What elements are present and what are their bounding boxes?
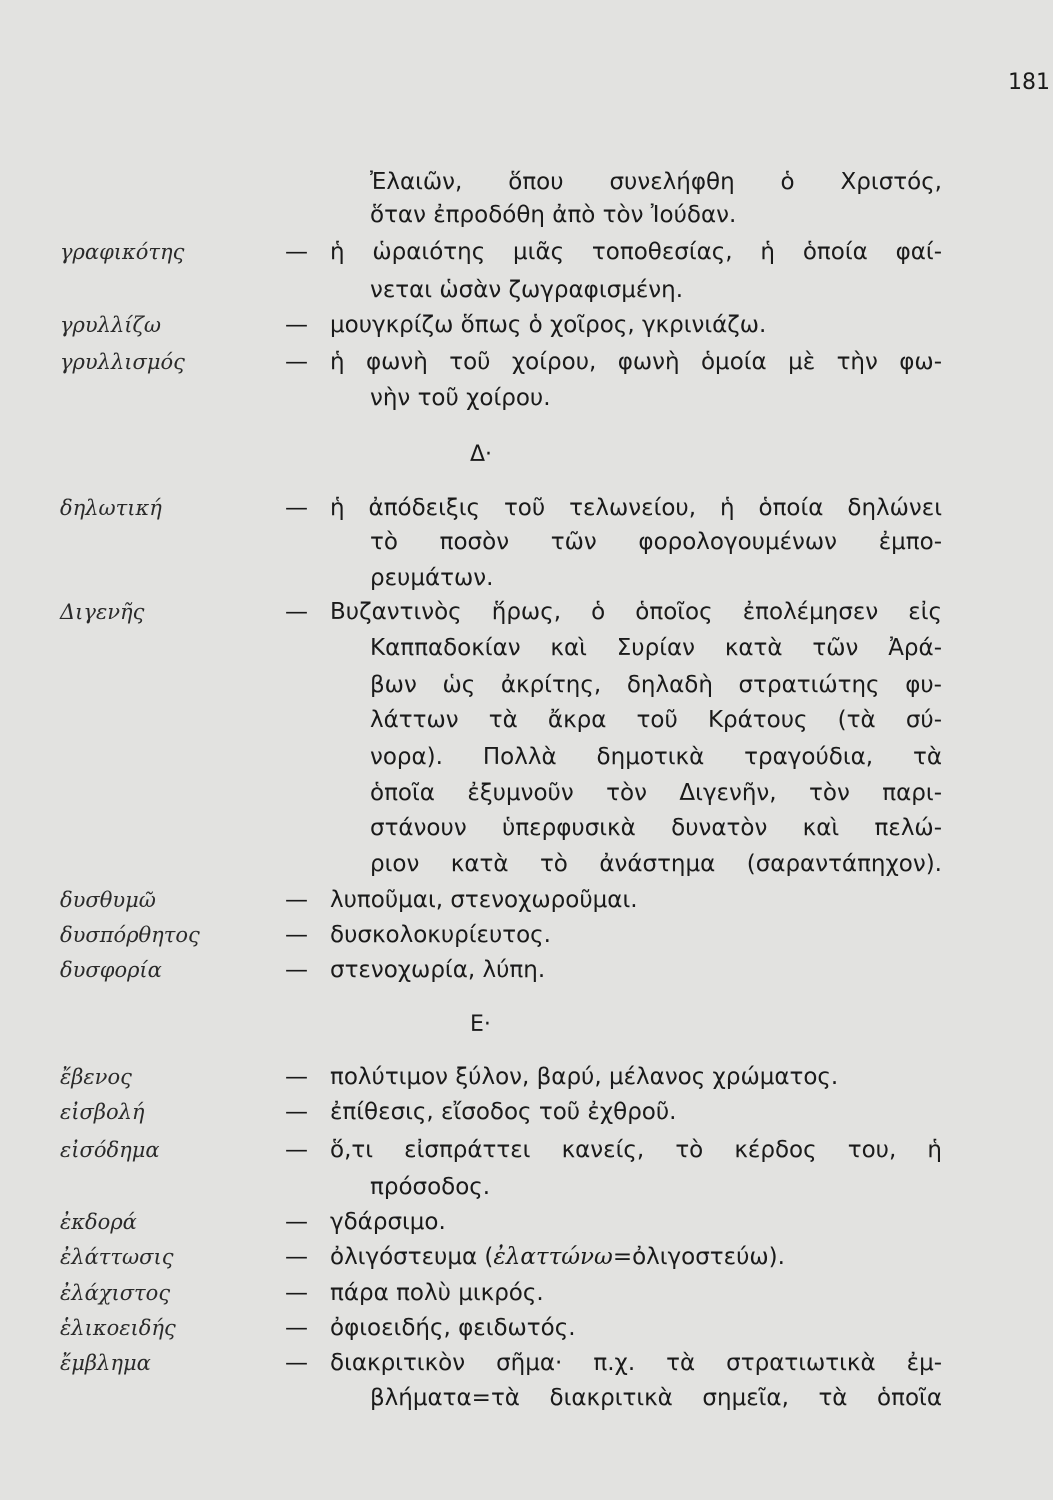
definition-line: βων ὡς ἀκρίτης, δηλαδὴ στρατιώτης φυ- [370, 672, 942, 698]
section-heading-epsilon: Ε· [470, 1012, 491, 1037]
definition-text: ὀλιγόστευμα ( [330, 1244, 494, 1270]
dash: — [285, 957, 308, 983]
definition-line: στενοχωρία, λύπη. [330, 957, 546, 983]
definition-line: λάττων τὰ ἄκρα τοῦ Κράτους (τὰ σύ- [370, 707, 942, 733]
headword: δυσφορία [60, 958, 162, 982]
definition-line: ὅ,τι εἰσπράττει κανείς, τὸ κέρδος του, ἡ [330, 1137, 942, 1163]
definition-line: λυποῦμαι, στενοχωροῦμαι. [330, 887, 638, 913]
definition-line: ἐπίθεσις, εἴσοδος τοῦ ἐχθροῦ. [330, 1099, 677, 1125]
definition-line: διακριτικὸν σῆμα· π.χ. τὰ στρατιωτικὰ ἐμ- [330, 1350, 942, 1376]
dash: — [285, 1315, 308, 1341]
definition-line: στάνουν ὑπερφυσικὰ δυνατὸν καὶ πελώ- [370, 815, 942, 841]
definition-line: νὴν τοῦ χοίρου. [370, 385, 551, 411]
definition-line: Καππαδοκίαν καὶ Συρίαν κατὰ τῶν Ἀρά- [370, 635, 942, 661]
definition-line: νορα). Πολλὰ δημοτικὰ τραγούδια, τὰ [370, 744, 942, 770]
definition-line: πρόσοδος. [370, 1174, 491, 1200]
definition-line: ἡ ἀπόδειξις τοῦ τελωνείου, ἡ ὁποία δηλώνει [330, 495, 942, 521]
definition-line: ρευμάτων. [370, 565, 494, 591]
headword: δυσπόρθητος [60, 923, 200, 947]
definition-line: νεται ὡσὰν ζωγραφισμένη. [370, 277, 684, 303]
definition-line: τὸ ποσὸν τῶν φορολογουμένων ἐμπο- [370, 529, 942, 555]
dash: — [285, 599, 308, 625]
headword: γρυλλισμός [60, 350, 185, 374]
dash: — [285, 312, 308, 338]
definition-text: =ὀλιγοστεύω). [612, 1244, 785, 1270]
headword: ἐκδορά [60, 1210, 137, 1234]
continuation-line: ὅταν ἐπροδόθη ἀπὸ τὸν Ἰούδαν. [370, 202, 737, 228]
definition-line: μουγκρίζω ὅπως ὁ χοῖρος, γκρινιάζω. [330, 312, 767, 338]
dash: — [285, 1209, 308, 1235]
dash: — [285, 1280, 308, 1306]
dash: — [285, 1099, 308, 1125]
page-number: 181 [1008, 70, 1050, 95]
headword: δυσθυμῶ [60, 888, 156, 912]
headword: εἰσβολή [60, 1100, 145, 1124]
headword: ἔμβλημα [60, 1351, 151, 1375]
definition-line: γδάρσιμο. [330, 1209, 446, 1235]
dash: — [285, 349, 308, 375]
headword: ἐλάχιστος [60, 1281, 171, 1305]
dash: — [285, 1350, 308, 1376]
dash: — [285, 1244, 308, 1270]
definition-line: δυσκολοκυρίευτος. [330, 922, 551, 948]
headword: ἐλάττωσις [60, 1245, 174, 1269]
definition-line [330, 1239, 942, 1275]
definition-line: ριον κατὰ τὸ ἀνάστημα (σαραντάπηχον). [370, 851, 942, 877]
headword: εἰσόδημα [60, 1138, 160, 1162]
definition-line: πολύτιμον ξύλον, βαρύ, μέλανος χρώματος. [330, 1064, 839, 1090]
dash: — [285, 887, 308, 913]
headword: Διγενῆς [60, 600, 145, 624]
italic-term: ἐλαττώνω [493, 1244, 613, 1270]
dash: — [285, 1064, 308, 1090]
definition-line: ὁποῖα ἐξυμνοῦν τὸν Διγενῆν, τὸν παρι- [370, 780, 942, 806]
definition-line: ὀφιοειδής, φειδωτός. [330, 1315, 576, 1341]
definition-line: Βυζαντινὸς ἥρως, ὁ ὁποῖος ἐπολέμησεν εἰς [330, 599, 942, 625]
dash: — [285, 239, 308, 265]
headword: ἑλικοειδής [60, 1316, 176, 1340]
dash: — [285, 1137, 308, 1163]
definition-line: πάρα πολὺ μικρός. [330, 1280, 544, 1306]
continuation-line: Ἐλαιῶν, ὅπου συνελήφθη ὁ Χριστός, [370, 169, 942, 195]
headword: γραφικότης [60, 240, 185, 264]
section-heading-delta: Δ· [470, 442, 493, 467]
headword: δηλωτική [60, 496, 162, 520]
headword: γρυλλίζω [60, 313, 162, 337]
dash: — [285, 922, 308, 948]
headword: ἔβενος [60, 1065, 132, 1089]
dash: — [285, 495, 308, 521]
definition-line: ἡ ὡραιότης μιᾶς τοποθεσίας, ἡ ὁποία φαί- [330, 239, 942, 265]
definition-line: ἡ φωνὴ τοῦ χοίρου, φωνὴ ὁμοία μὲ τὴν φω- [330, 349, 942, 375]
definition-line: βλήματα=τὰ διακριτικὰ σημεῖα, τὰ ὁποῖα [370, 1385, 942, 1411]
